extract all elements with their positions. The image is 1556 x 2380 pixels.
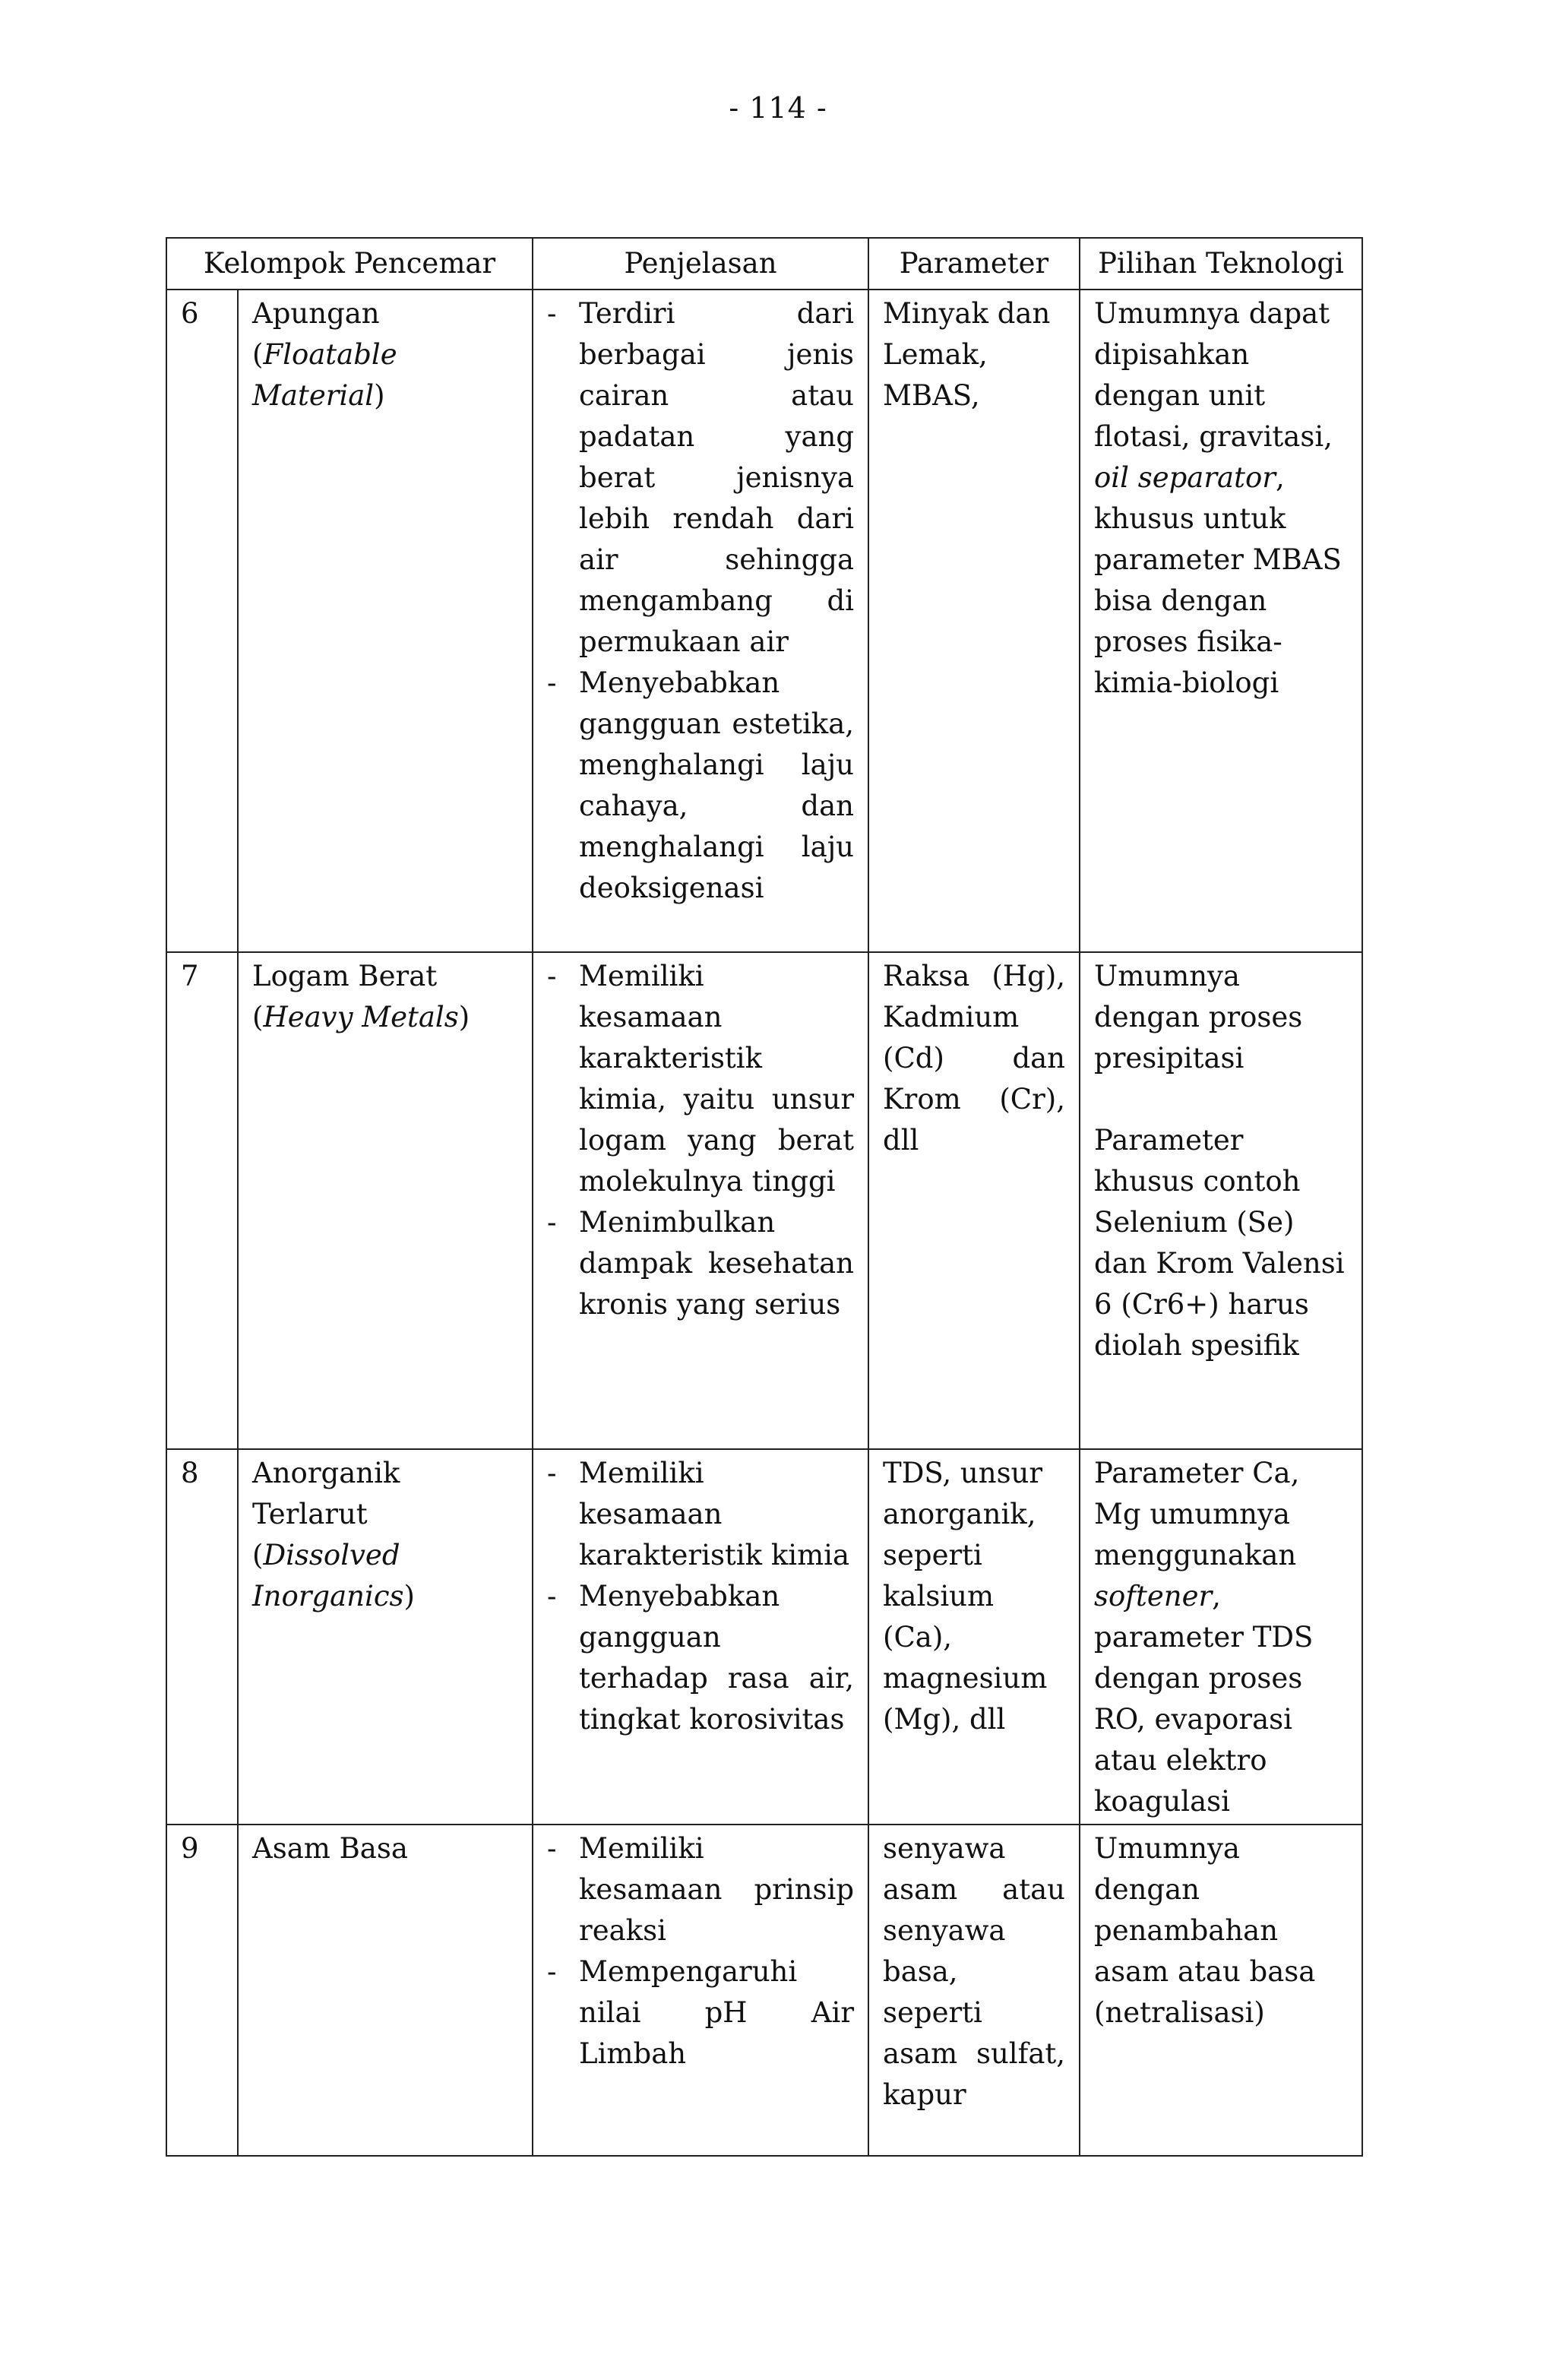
parameter-cell: Minyak dan Lemak, MBAS, [868, 290, 1080, 952]
pollutant-table [166, 237, 1363, 2157]
description-item: - Memiliki kesamaan karakteristik kimia [547, 1453, 854, 1576]
group-name: Anorganik Terlarut [252, 1457, 400, 1530]
technology-text: Parameter khusus contoh Selenium (Se) dan Krom Valensi 6 (Cr6+) harus diolah spesifik [1094, 1124, 1345, 1362]
technology-italic-term: oil separator [1094, 461, 1276, 494]
row-number: 9 [166, 1825, 238, 2156]
pollutant-group: Anorganik Terlarut (Dissolved Inorganics) [238, 1449, 533, 1825]
description-item: - Terdiri dari berbagai jenis cairan atau padatan yang berat jenisnya lebih rendah dari air sehingga mengambang di permukaan air [547, 293, 854, 663]
technology-cell [1080, 1449, 1362, 1825]
description-cell [533, 952, 868, 1449]
description-cell [533, 1449, 868, 1825]
description-item: - Memiliki kesamaan prinsip reaksi [547, 1828, 854, 1951]
table-header-row [166, 238, 1362, 290]
pollutant-group: Logam Berat (Heavy Metals) [238, 952, 533, 1449]
technology-text: Umumnya dengan proses presipitasi [1094, 960, 1303, 1074]
page-number: - 114 - [729, 91, 827, 125]
technology-text: , khusus untuk parameter MBAS bisa dengan proses fisika-kimia-biologi [1094, 461, 1342, 699]
description-item: - Menyebabkan gangguan terhadap rasa air, tingkat korosivitas [547, 1576, 854, 1740]
description-cell [533, 290, 868, 952]
group-english-name: Heavy Metals [263, 1001, 459, 1033]
pollutant-group [238, 1825, 533, 2156]
technology-italic-term: softener [1094, 1580, 1213, 1613]
header-parameter: Parameter [868, 238, 1080, 290]
description-item: - Memiliki kesamaan karakteristik kimia, yaitu unsur logam yang berat molekulnya tinggi [547, 956, 854, 1202]
header-pollutant-group: Kelompok Pencemar [166, 238, 533, 290]
description-cell [533, 1825, 868, 2156]
header-description: Penjelasan [533, 238, 868, 290]
technology-cell: Umumnya dengan penambahan asam atau basa (netralisasi) [1080, 1825, 1362, 2156]
table-row [166, 952, 1362, 1449]
table-row [166, 1825, 1362, 2156]
technology-text: Umumnya dapat dipisahkan dengan unit flotasi, gravitasi, [1094, 297, 1333, 453]
group-name: Logam Berat [252, 960, 438, 992]
technology-cell [1080, 952, 1362, 1449]
header-technology: Pilihan Teknologi [1080, 238, 1362, 290]
description-item: - Mempengaruhi nilai pH Air Limbah [547, 1951, 854, 2075]
parameter-cell: TDS, unsur anorganik, seperti kalsium (Ca), magnesium (Mg), dll [868, 1449, 1080, 1825]
row-number: 7 [166, 952, 238, 1449]
description-item: - Menyebabkan gangguan estetika, menghalangi laju cahaya, dan menghalangi laju deoksigenasi [547, 663, 854, 909]
row-number: 8 [166, 1449, 238, 1825]
table-row [166, 290, 1362, 952]
group-english-name: Floatable Material [252, 338, 397, 412]
group-name: Asam Basa [252, 1832, 408, 1865]
technology-cell [1080, 290, 1362, 952]
parameter-cell: senyawa asam atau senyawa basa, seperti asam sulfat, kapur [868, 1825, 1080, 2156]
technology-text: , parameter TDS dengan proses RO, evaporasi atau elektro koagulasi [1094, 1580, 1314, 1818]
parameter-cell: Raksa (Hg), Kadmium (Cd) dan Krom (Cr), dll [868, 952, 1080, 1449]
group-name: Apungan [252, 297, 380, 330]
table-row [166, 1449, 1362, 1825]
description-item: - Menimbulkan dampak kesehatan kronis yang serius [547, 1202, 854, 1325]
group-english-name: Dissolved Inorganics [252, 1539, 404, 1613]
technology-text: Parameter Ca, Mg umumnya menggunakan [1094, 1457, 1300, 1571]
row-number: 6 [166, 290, 238, 952]
pollutant-group: Apungan (Floatable Material) [238, 290, 533, 952]
